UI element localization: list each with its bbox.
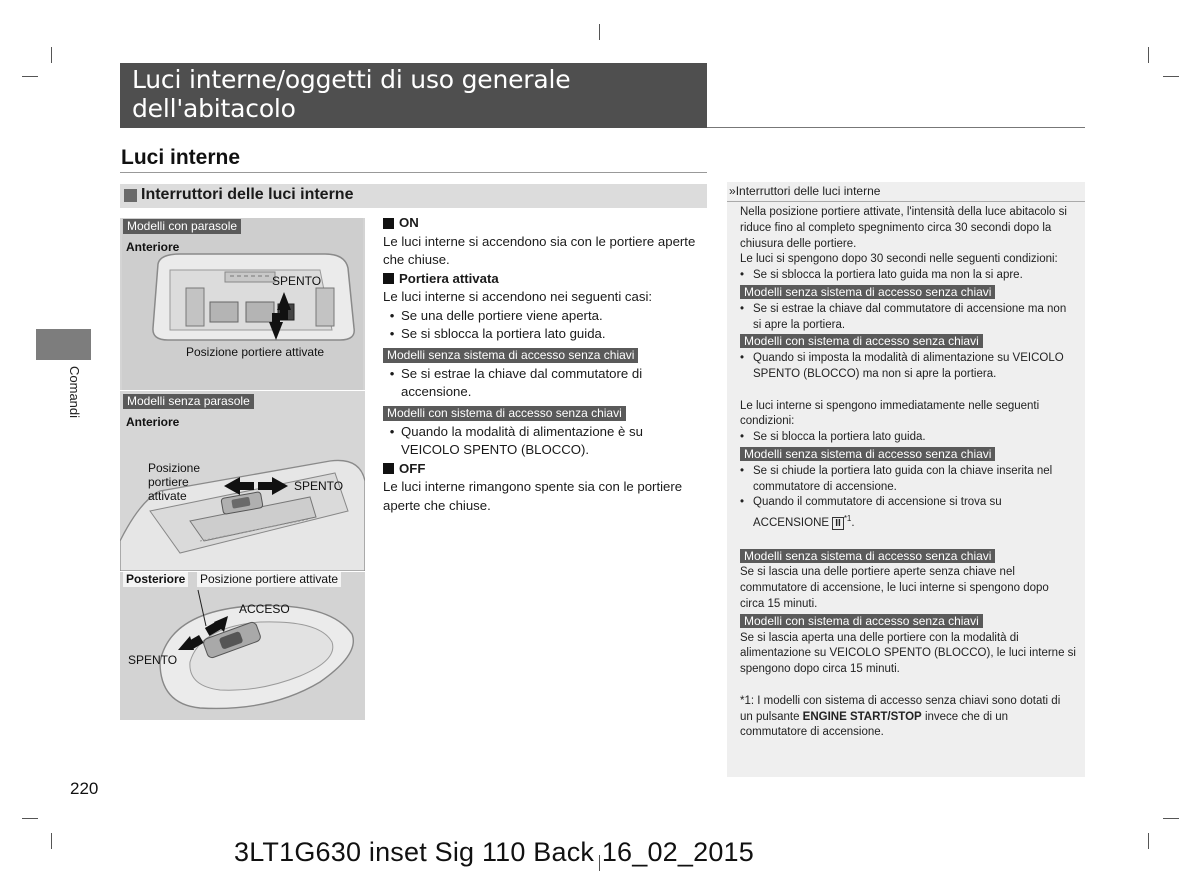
note-heading: »Interruttori delle luci interne bbox=[729, 184, 881, 198]
square-bullet-icon bbox=[124, 189, 137, 202]
illustration-no-sunvisor-front bbox=[120, 391, 365, 571]
door-paragraph: Le luci interne si accendono nei seguenti casi: bbox=[383, 289, 653, 304]
door-heading: Portiera attivata bbox=[383, 270, 705, 289]
note-paragraph: Se si lascia una delle portiere aperte senza chiave nel commutatore di accensione, le luci interne si spengono dopo circa 15 minuti. bbox=[740, 566, 1049, 610]
note-paragraph: Se si lascia aperta una delle portiere con la modalità di alimentazione su VEICOLO SPENTO (BLOCCO), le luci interne si spengono dopo circa 15 minuti. bbox=[740, 631, 1076, 676]
model-tag: Modelli senza sistema di accesso senza chiavi bbox=[740, 549, 995, 563]
position-label: Anteriore bbox=[126, 415, 180, 429]
subsection-header bbox=[120, 184, 707, 208]
model-tag: Modelli con sistema di accesso senza chiavi bbox=[383, 406, 626, 421]
crop-mark bbox=[1148, 47, 1149, 63]
list-item: • Quando la modalità di alimentazione è su VEICOLO SPENTO (BLOCCO). bbox=[389, 423, 643, 457]
model-tag: Modelli senza sistema di accesso senza chiavi bbox=[740, 447, 995, 461]
model-tag: Modelli senza sistema di accesso senza chiavi bbox=[740, 285, 995, 299]
model-tag: Modelli con sistema di accesso senza chiavi bbox=[740, 614, 983, 628]
list-item: • Se si chiude la portiera lato guida con la chiave inserita nel commutatore di accensione. bbox=[740, 464, 1053, 493]
crop-mark bbox=[599, 24, 600, 40]
list-item: • Se si estrae la chiave dal commutatore di accensione ma non si apre la portiera. bbox=[740, 302, 1067, 331]
list-item: • Quando si imposta la modalità di alimentazione su VEICOLO SPENTO (BLOCCO) ma non si apre la portiera. bbox=[740, 352, 1064, 380]
model-tag: Modelli con parasole bbox=[123, 219, 241, 234]
double-chevron-icon: » bbox=[729, 184, 736, 198]
list-item: • Se si sblocca la portiera lato guida ma non la si apre. bbox=[740, 269, 1023, 282]
crop-mark bbox=[1148, 833, 1149, 849]
crop-mark bbox=[1163, 818, 1179, 819]
page-number: 220 bbox=[70, 779, 99, 798]
on-paragraph: Le luci interne si accendono sia con le portiere aperte che chiuse. bbox=[383, 233, 696, 267]
section-title: Luci interne bbox=[121, 146, 241, 169]
door-position-label: portiere bbox=[148, 475, 189, 489]
on-heading: ON bbox=[383, 214, 705, 233]
list-item: • Se si estrae la chiave dal commutatore di accensione. bbox=[389, 365, 643, 399]
door-position-label: Posizione bbox=[148, 461, 201, 475]
crop-mark bbox=[22, 76, 38, 77]
square-bullet-icon bbox=[383, 273, 394, 284]
off-label: SPENTO bbox=[272, 274, 322, 288]
chapter-tab-label: Comandi bbox=[67, 366, 82, 419]
list-item: • Quando il commutatore di accensione si trova su ACCENSIONE II $^{*1}$. bbox=[740, 496, 1002, 529]
crop-mark bbox=[51, 833, 52, 849]
section-divider bbox=[120, 172, 707, 173]
note-body bbox=[740, 205, 1076, 741]
square-bullet-icon bbox=[383, 218, 394, 229]
door-position-label: Posizione portiere attivate bbox=[197, 572, 341, 587]
square-bullet-icon bbox=[383, 463, 394, 474]
print-slug: 3LT1G630 inset Sig 110 Back 16_02_2015 bbox=[234, 837, 754, 867]
list-item: • Se una delle portiere viene aperta. bbox=[389, 307, 603, 323]
page-title: Luci interne/oggetti di uso generale dell'abitacolo bbox=[132, 65, 571, 123]
off-paragraph: Le luci interne rimangono spente sia con le portiere aperte che chiuse. bbox=[383, 479, 683, 513]
crop-mark bbox=[22, 818, 38, 819]
page-title-bar bbox=[120, 63, 707, 128]
on-label: ACCESO bbox=[239, 602, 290, 616]
side-note bbox=[727, 182, 1085, 777]
crop-mark bbox=[51, 47, 52, 63]
off-label: SPENTO bbox=[128, 653, 178, 667]
position-label: Anteriore bbox=[126, 240, 180, 254]
note-paragraph: Le luci si spengono dopo 30 secondi nelle seguenti condizioni: bbox=[740, 253, 1058, 266]
subsection-title: Interruttori delle luci interne bbox=[141, 186, 354, 203]
crop-mark bbox=[1163, 76, 1179, 77]
model-tag: Modelli senza sistema di accesso senza chiavi bbox=[383, 348, 638, 363]
off-label: SPENTO bbox=[294, 479, 344, 493]
model-tag: Modelli senza parasole bbox=[123, 394, 254, 409]
off-heading: OFF bbox=[383, 460, 705, 479]
note-paragraph: Le luci interne si spengono immediatamente nelle seguenti condizioni: bbox=[740, 399, 1040, 428]
door-position-label: Posizione portiere attivate bbox=[186, 345, 325, 359]
note-paragraph: Nella posizione portiere attivate, l'intensità della luce abitacolo si riduce fino al completo spegnimento circa 30 secondi dopo la chiusura delle portiere. bbox=[740, 206, 1067, 250]
position-label: Posteriore bbox=[123, 572, 188, 587]
illustration-sunvisor-front bbox=[120, 218, 365, 390]
footnote: *1: I modelli con sistema di accesso senza chiavi sono dotati di un pulsante ENGINE START/STOP invece che di un commutatore di accensione. bbox=[740, 694, 1061, 739]
note-divider bbox=[727, 201, 1085, 202]
list-item: • Se si blocca la portiera lato guida. bbox=[740, 431, 926, 444]
list-item: • Se si sblocca la portiera lato guida. bbox=[389, 326, 606, 341]
rear-light-drawing bbox=[120, 572, 365, 720]
main-text-column bbox=[383, 214, 705, 515]
ignition-position-key: II bbox=[832, 517, 844, 530]
illustration-rear bbox=[120, 572, 365, 720]
chapter-tab bbox=[36, 329, 91, 360]
title-divider bbox=[707, 127, 1085, 128]
door-position-label: attivate bbox=[148, 489, 187, 503]
model-tag: Modelli con sistema di accesso senza chiavi bbox=[740, 334, 983, 348]
